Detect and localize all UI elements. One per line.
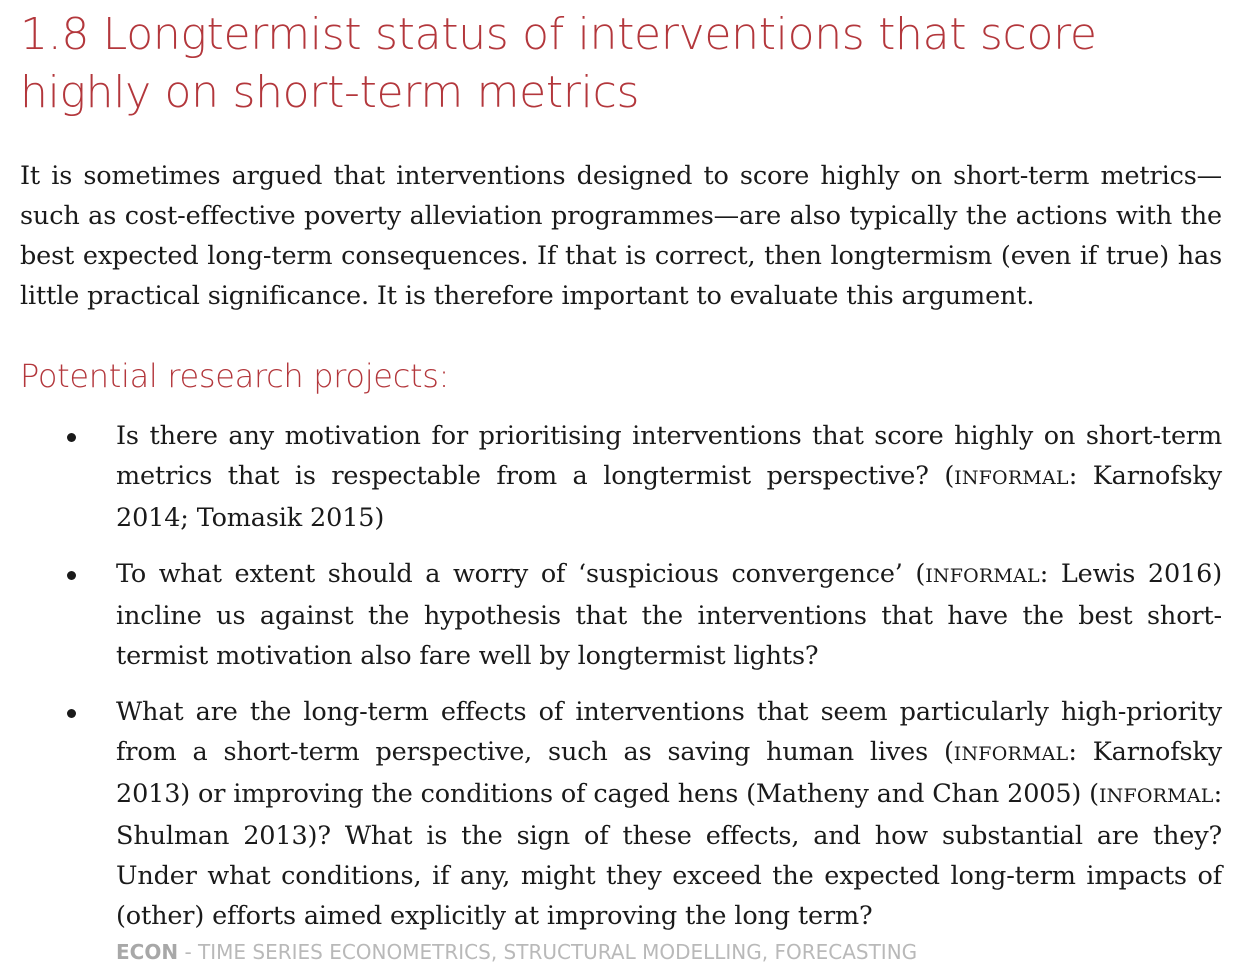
informal-label: INFORMAL [953,743,1069,765]
footer-text: - TIME SERIES ECONOMETRICS, STRUCTURAL MODELLING, FORECASTING [178,940,918,964]
section-heading: 1.8 Longtermist status of interventions that score highly on short-term metrics [20,9,1097,118]
informal-label: INFORMAL [1098,785,1214,807]
bullet-text: To what extent should a worry of ‘suspicious convergence’ ( [116,559,926,589]
bullet-text: What are the long-term effects of interventions that seem particularly high-priority from a short-term perspective, such as saving human lives ( [116,697,1222,767]
research-project-item [20,554,1222,676]
intro-paragraph: It is sometimes argued that interventions designed to score highly on short-term metrics—such as cost-effective poverty alleviation programmes—are also typically the actions with the best expected long-term consequences. If that is correct, then longtermism (even if true) has little practical significance. It is therefore important to evaluate this argument. [20,161,1222,311]
bullet-text: : Shulman 2013)? What is the sign of these effects, and how substantial are they? Under what conditions, if any, might they exceed the expected long-term impacts of (other) efforts aimed explicitly at improving the long term? [116,779,1223,931]
informal-label: INFORMAL [925,565,1040,587]
research-projects-list [20,416,1222,936]
research-projects-heading: Potential research projects: [20,357,450,395]
bullet-text: Is there any motivation for prioritising interventions that score highly on short-term metrics that is respectable from a longtermist perspective? ( [116,421,1222,491]
bullet-icon [67,709,76,718]
research-project-item [20,692,1222,936]
informal-label: INFORMAL [954,467,1069,489]
bullet-icon [67,433,76,442]
bullet-text: : Karnofsky 2014; Tomasik 2015) [116,461,1222,533]
footer-running-title [116,938,917,966]
bullet-text: : Karnofsky 2013) or improving the conditions of caged hens (Matheny and Chan 2005) ( [116,737,1222,809]
footer-label: ECON [116,940,179,964]
bullet-icon [67,571,76,580]
bullet-text: : Lewis 2016) incline us against the hypothesis that the interventions that have the best short-termist motivation also fare well by longtermist lights? [116,559,1222,671]
research-project-item [20,416,1222,538]
document-page [20,0,1222,952]
